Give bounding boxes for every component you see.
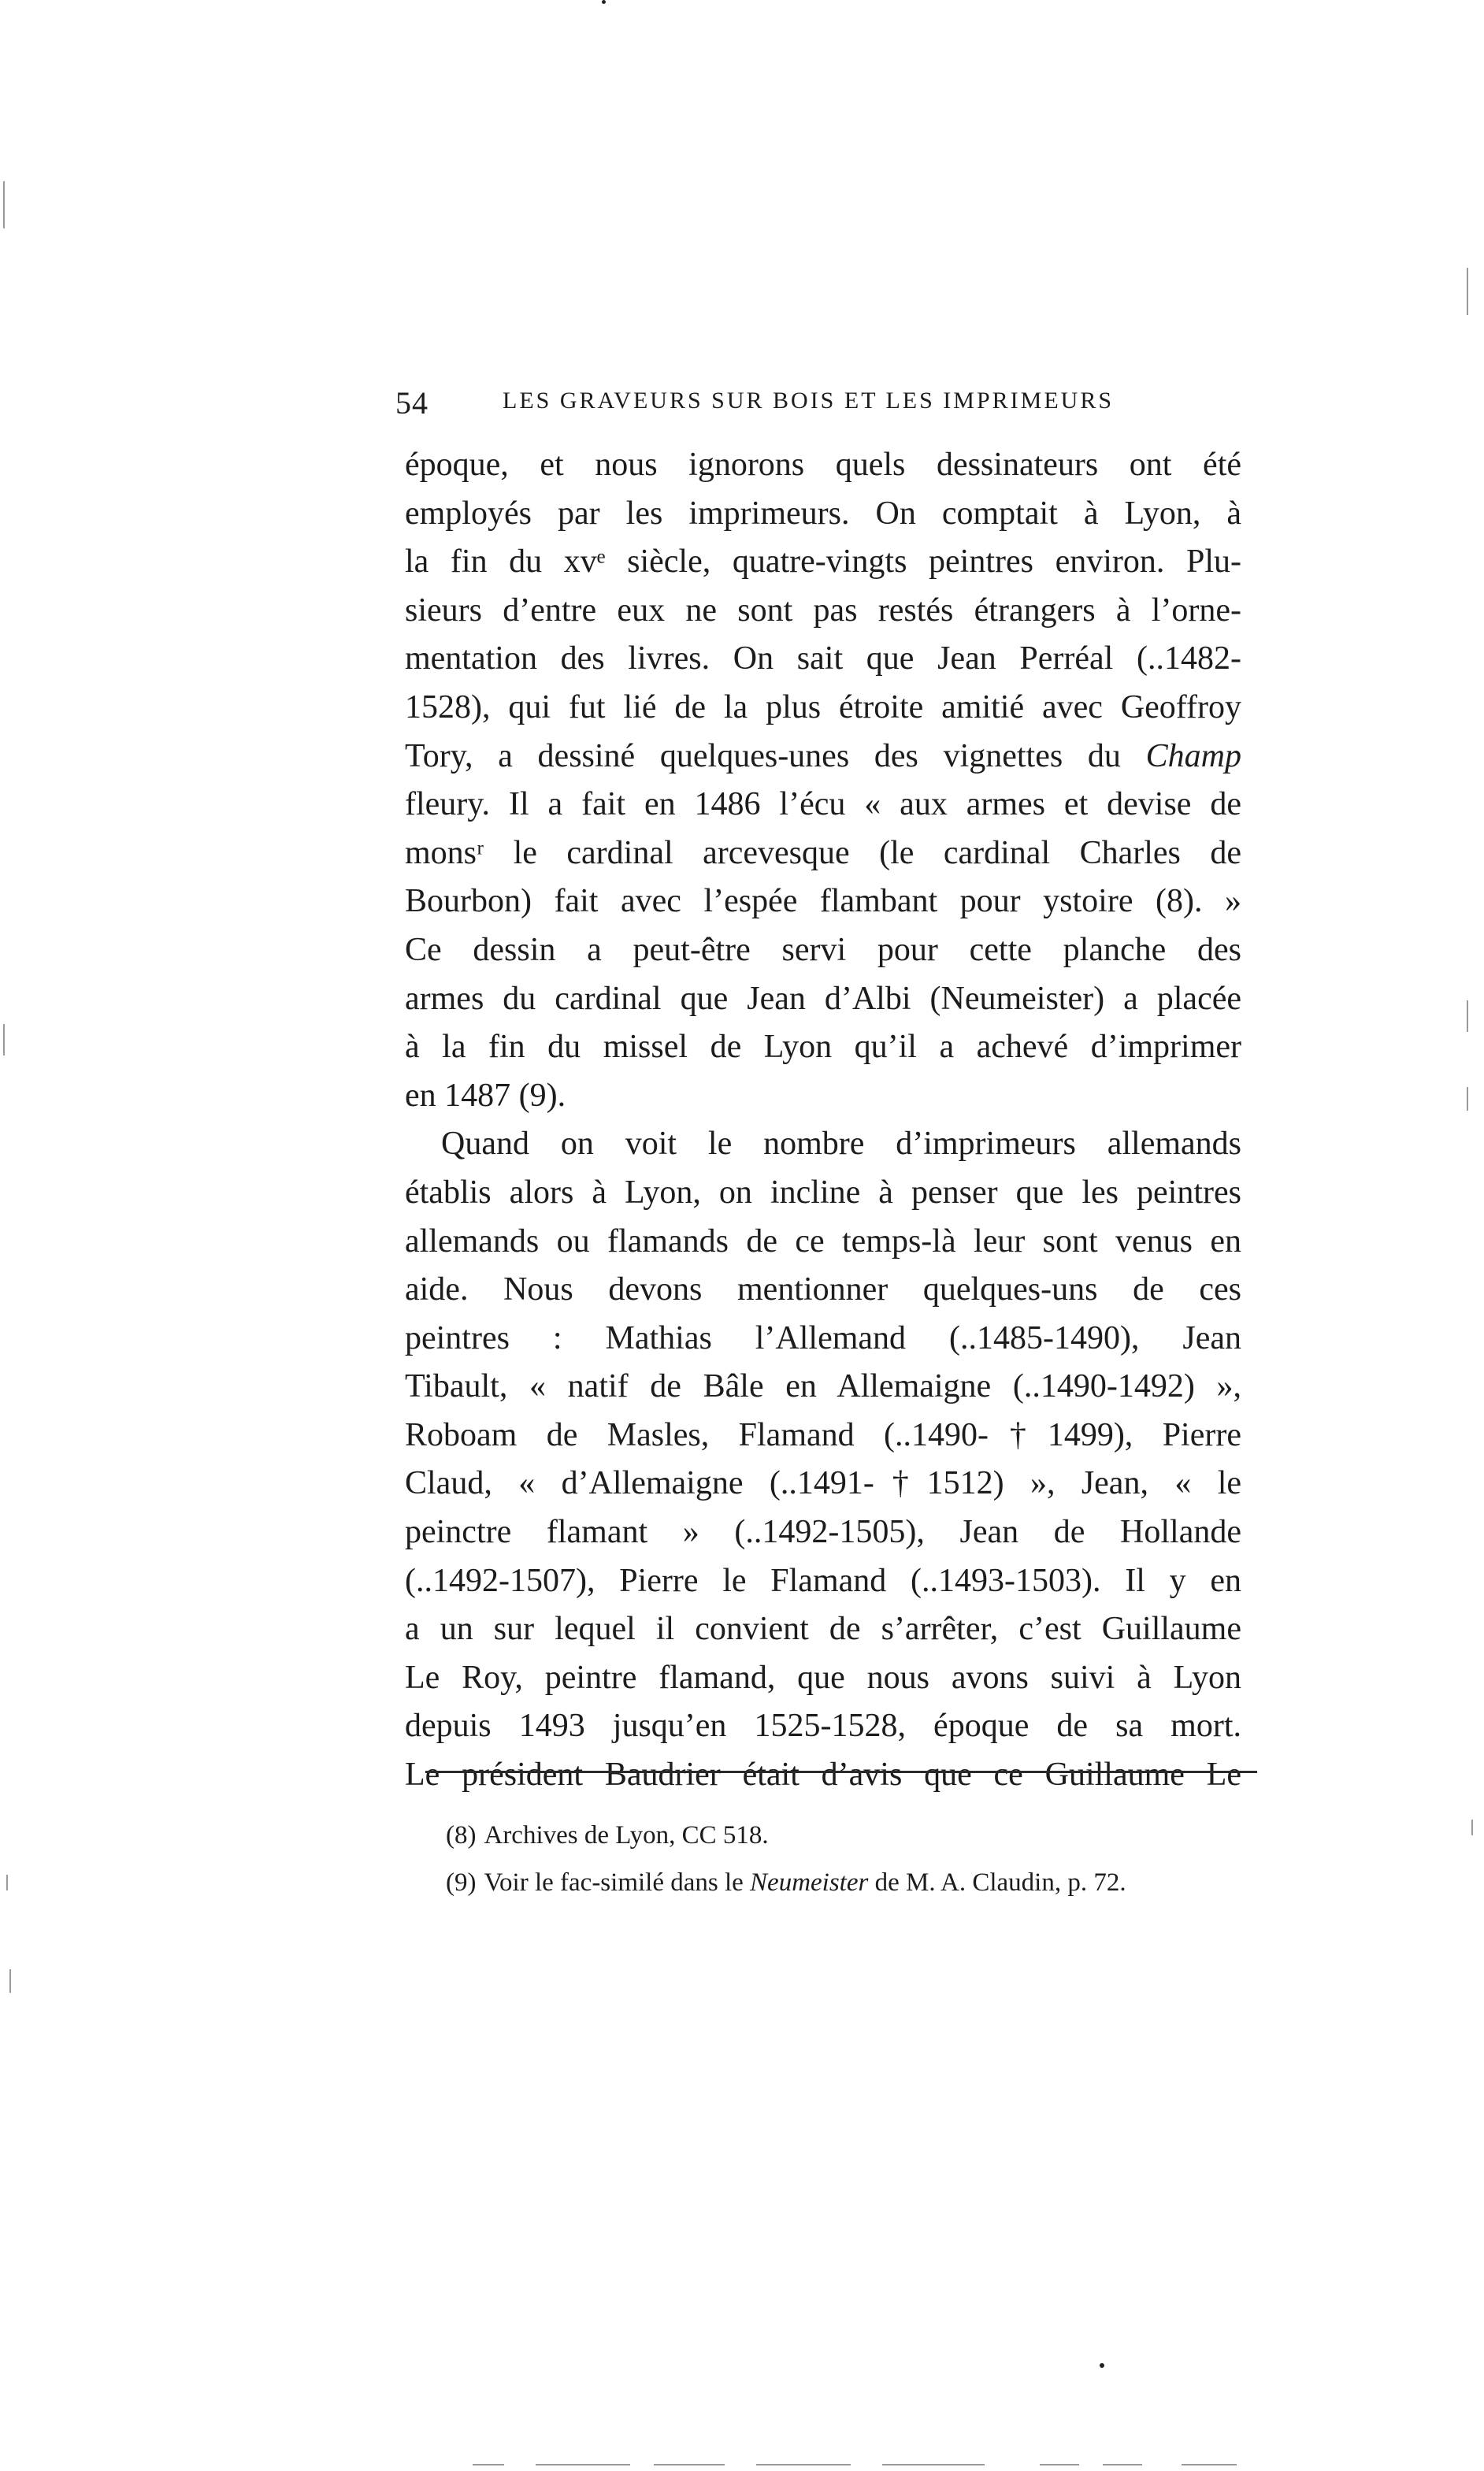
scan-edge-mark	[3, 181, 5, 228]
text-line: Claud, « d’Allemaigne (..1491-†1512) », Jean, « le	[405, 1465, 1241, 1502]
text-line: employés par les imprimeurs. On comptait à Lyon, à	[405, 495, 1241, 532]
scan-edge-mark	[1467, 1087, 1468, 1111]
scan-bottom-dash	[882, 2464, 985, 2465]
ink-speck	[602, 0, 606, 4]
scan-edge-mark	[3, 1024, 5, 1056]
scan-edge-mark	[9, 1969, 11, 1993]
text-line: établis alors à Lyon, on incline à penser que les peintres	[405, 1174, 1241, 1211]
text-line: fleury. Il a fait en 1486 l’écu « aux armes et devise de	[405, 786, 1241, 823]
text-line: Ce dessin a peut-être servi pour cette planche des	[405, 931, 1241, 968]
text-line-with-italic	[405, 733, 1241, 781]
text-line: allemands ou flamands de ce temps-là leur sont venus en	[405, 1223, 1241, 1260]
scan-edge-mark	[1467, 1000, 1468, 1032]
paragraph-start-line: Quand on voit le nombre d’imprimeurs allemands	[441, 1126, 1241, 1163]
scan-bottom-dash	[1103, 2464, 1142, 2465]
text-line: Le président Baudrier était d’avis que ce Guillaume Le	[405, 1757, 1241, 1794]
text-line: depuis 1493 jusqu’en 1525-1528, époque de sa mort.	[405, 1708, 1241, 1745]
scan-edge-mark	[1471, 1820, 1473, 1835]
text-line: peintres : Mathias l’Allemand (..1485-1490), Jean	[405, 1319, 1241, 1356]
text-line: la fin du xvᵉ siècle, quatre-vingts peintres environ. Plu-	[405, 544, 1241, 581]
text-line: aide. Nous devons mentionner quelques-uns de ces	[405, 1271, 1241, 1308]
page-number: 54	[395, 385, 429, 421]
scan-bottom-dash	[1182, 2464, 1237, 2465]
text-line: époque, et nous ignorons quels dessinateurs ont été	[405, 447, 1241, 483]
scan-edge-mark	[6, 1875, 8, 1890]
footnote-9	[446, 1859, 1257, 1906]
scan-bottom-dash	[1040, 2464, 1079, 2465]
text-line: Roboam de Masles, Flamand (..1490-†1499), Pierre	[405, 1416, 1241, 1453]
running-head: LES GRAVEURS SUR BOIS ET LES IMPRIMEURS	[503, 388, 1115, 414]
scan-bottom-dash	[473, 2464, 504, 2465]
footnote-text: Voir le fac-similé dans le	[484, 1868, 744, 1897]
text-line: à la fin du missel de Lyon qu’il a achevé d’imprimer	[405, 1029, 1241, 1066]
italic-title: Champ	[1145, 737, 1242, 774]
footnote-8	[446, 1812, 1257, 1859]
text-line: Tibault, « natif de Bâle en Allemaigne (..1490-1492) »,	[405, 1368, 1241, 1405]
ink-speck	[1100, 2363, 1104, 2368]
text-line: monsʳ le cardinal arcevesque (le cardinal Charles de	[405, 834, 1241, 871]
footnote-text: de M. A. Claudin, p. 72.	[874, 1868, 1126, 1897]
text-line: armes du cardinal que Jean d’Albi (Neumeister) a placée	[405, 980, 1241, 1017]
body-text	[405, 441, 1241, 1800]
scan-bottom-dash	[756, 2464, 851, 2465]
text-line: Le Roy, peintre flamand, que nous avons suivi à Lyon	[405, 1659, 1241, 1696]
footnote-rule	[425, 1771, 1257, 1773]
footnote-italic-title: Neumeister	[750, 1868, 869, 1897]
text-line: peinctre flamant » (..1492-1505), Jean de Hollande	[405, 1514, 1241, 1551]
scan-bottom-dash	[536, 2464, 630, 2465]
text-line-part: Tory, a dessiné quelques-unes des vignettes du	[405, 737, 1121, 774]
footnote-number: (9)	[446, 1868, 477, 1897]
scan-bottom-dash	[654, 2464, 725, 2465]
text-line: Bourbon) fait avec l’espée flambant pour ystoire (8). »	[405, 883, 1241, 920]
footnote-text: Archives de Lyon, CC 518.	[484, 1821, 769, 1850]
footnote-number: (8)	[446, 1821, 477, 1850]
text-line: mentation des livres. On sait que Jean Perréal (..1482-	[405, 640, 1241, 677]
text-line: sieurs d’entre eux ne sont pas restés étrangers à l’orne-	[405, 592, 1241, 629]
text-line: (..1492-1507), Pierre le Flamand (..1493-1503). Il y en	[405, 1562, 1241, 1599]
text-line: a un sur lequel il convient de s’arrêter, c’est Guillaume	[405, 1611, 1241, 1648]
text-line: 1528), qui fut lié de la plus étroite amitié avec Geoffroy	[405, 688, 1241, 725]
text-line: en 1487 (9).	[405, 1077, 566, 1114]
scan-edge-mark	[1467, 268, 1468, 315]
page-header	[395, 378, 1259, 425]
footnotes	[446, 1812, 1257, 1906]
